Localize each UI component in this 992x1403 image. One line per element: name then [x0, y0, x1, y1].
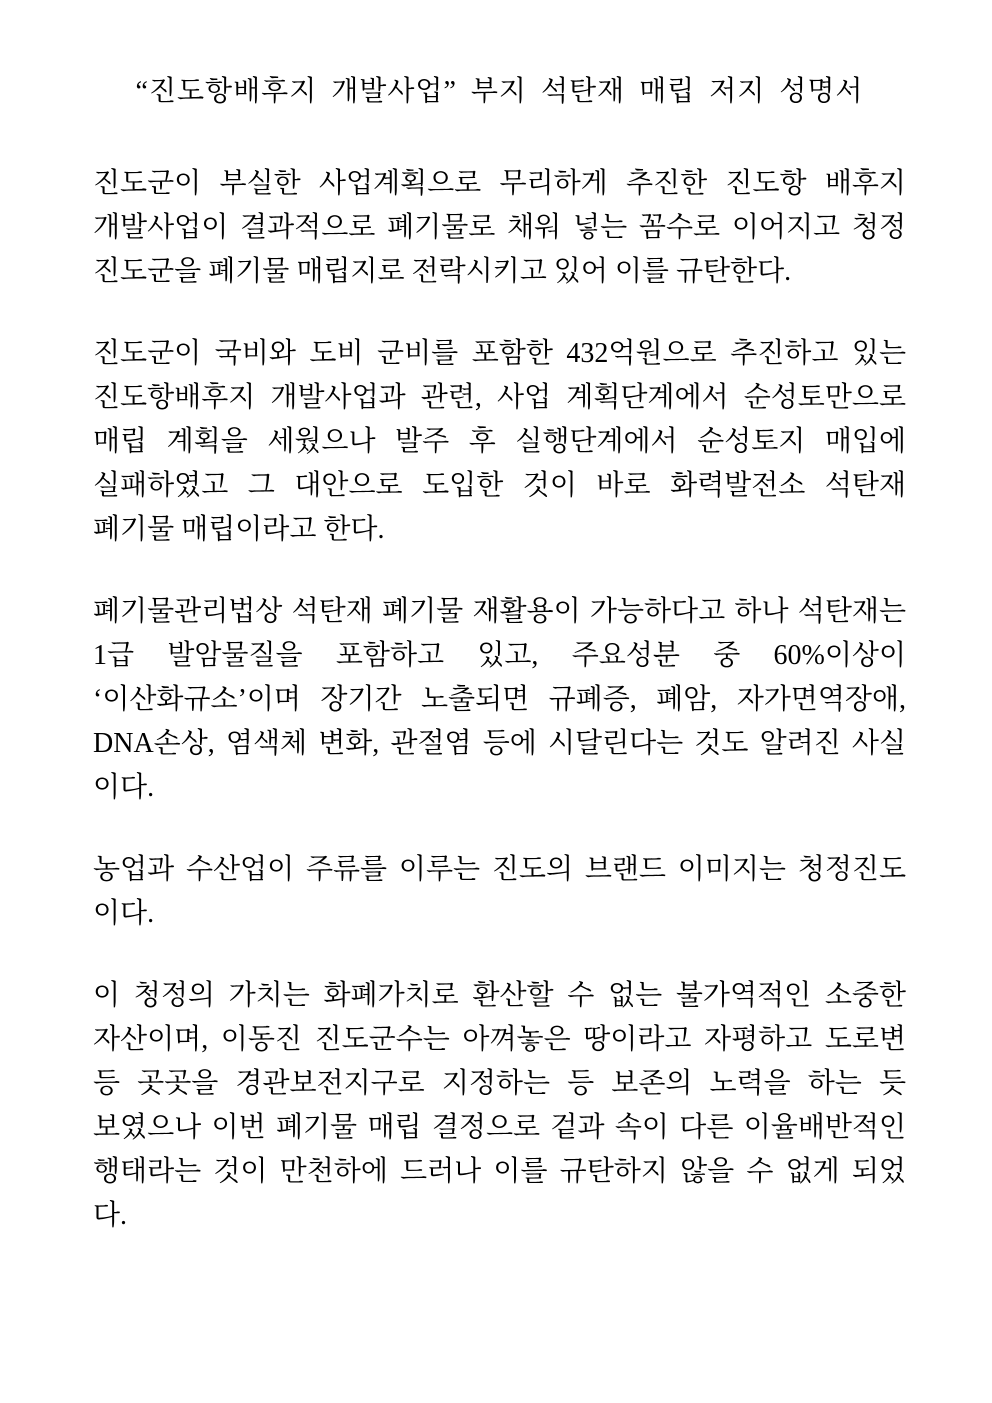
text-line: 자산이며, 이동진 진도군수는 아껴놓은 땅이라고 자평하고 도로변: [93, 1024, 906, 1055]
paragraph: [93, 162, 906, 294]
text-line: 보였으나 이번 폐기물 매립 결정으로 겉과 속이 다른 이율배반적인: [93, 1112, 906, 1143]
text-line: 실패하였고 그 대안으로 도입한 것이 바로 화력발전소 석탄재: [93, 470, 906, 501]
paragraph: [93, 848, 906, 936]
text-line: 폐기물관리법상 석탄재 폐기물 재활용이 가능하다고 하나 석탄재는: [93, 596, 906, 627]
text-line: 폐기물 매립이라고 한다.: [93, 514, 385, 545]
text-line: 이다.: [93, 772, 155, 803]
document-body: [93, 162, 906, 1238]
paragraph: [93, 974, 906, 1238]
text-line: 진도군이 국비와 도비 군비를 포함한 432억원으로 추진하고 있는: [93, 338, 906, 369]
document-title: “진도항배후지 개발사업” 부지 석탄재 매립 저지 성명서: [135, 76, 864, 107]
text-line: 개발사업이 결과적으로 폐기물로 채워 넣는 꼼수로 이어지고 청정: [93, 212, 906, 243]
text-line: 매립 계획을 세웠으나 발주 후 실행단계에서 순성토지 매입에: [93, 426, 906, 457]
text-line: 이 청정의 가치는 화폐가치로 환산할 수 없는 불가역적인 소중한: [93, 980, 906, 1011]
text-line: ‘이산화규소’이며 장기간 노출되면 규폐증, 폐암, 자가면역장애,: [93, 684, 906, 715]
text-line: 진도항배후지 개발사업과 관련, 사업 계획단계에서 순성토만으로: [93, 382, 906, 413]
text-line: 행태라는 것이 만천하에 드러나 이를 규탄하지 않을 수 없게 되었: [93, 1156, 906, 1187]
text-line: 다.: [93, 1200, 128, 1231]
text-line: 이다.: [93, 898, 155, 929]
paragraph: [93, 590, 906, 810]
paragraph: [93, 332, 906, 552]
text-line: DNA손상, 염색체 변화, 관절염 등에 시달린다는 것도 알려진 사실: [93, 728, 906, 759]
text-line: 등 곳곳을 경관보전지구로 지정하는 등 보존의 노력을 하는 듯: [93, 1068, 906, 1099]
text-line: 농업과 수산업이 주류를 이루는 진도의 브랜드 이미지는 청정진도: [93, 854, 906, 885]
text-line: 진도군이 부실한 사업계획으로 무리하게 추진한 진도항 배후지: [93, 168, 906, 199]
text-line: 진도군을 폐기물 매립지로 전락시키고 있어 이를 규탄한다.: [93, 256, 792, 287]
text-line: 1급 발암물질을 포함하고 있고, 주요성분 중 60%이상이: [93, 640, 906, 671]
